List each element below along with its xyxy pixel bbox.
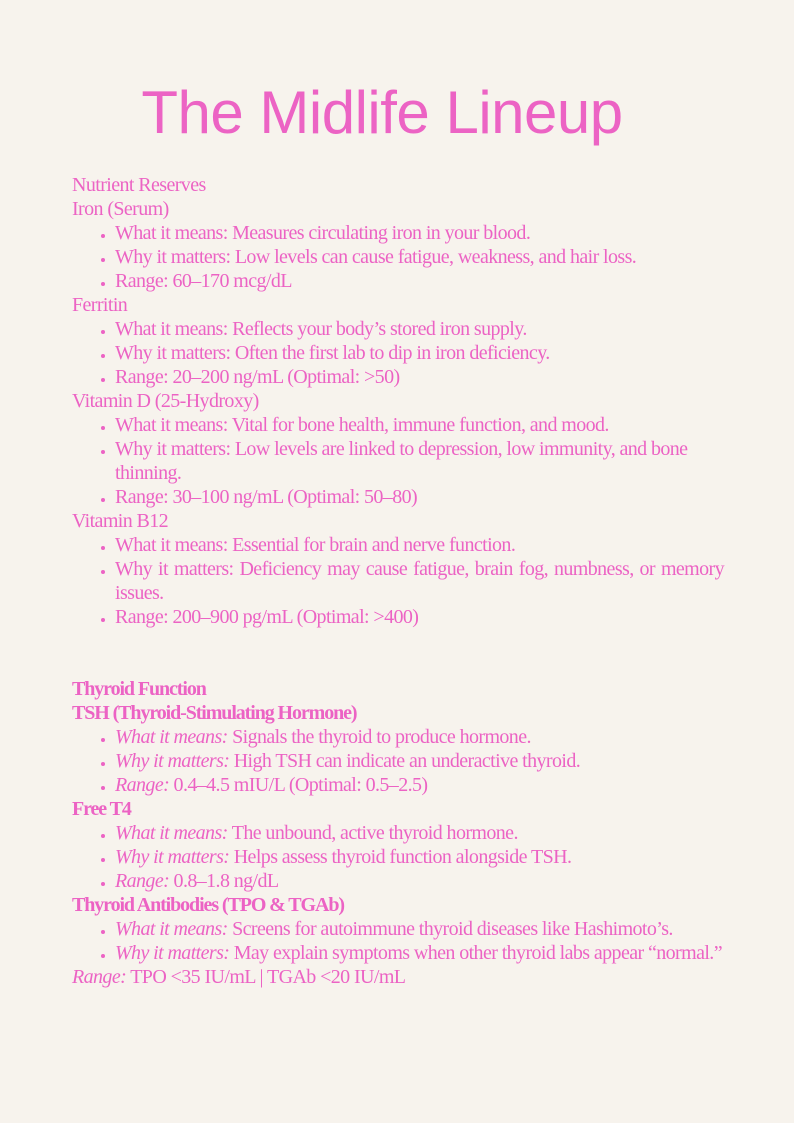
- label-what-it-means: What it means:: [115, 918, 228, 940]
- page-title: The Midlife Lineup: [141, 79, 623, 146]
- list-item: [115, 941, 724, 965]
- list-item: [115, 869, 724, 893]
- label-range: Range:: [115, 870, 170, 892]
- lab-details-tsh: [72, 725, 724, 797]
- lab-name-tsh: TSH (Thyroid-Stimulating Hormone): [72, 702, 357, 724]
- list-item: • Range: 30–100 ng/mL (Optimal: 50–80): [115, 485, 724, 509]
- lab-details-ferritin: [72, 317, 724, 389]
- list-item: [115, 821, 724, 845]
- section-heading: Nutrient Reserves: [72, 174, 206, 196]
- list-item: [115, 773, 724, 797]
- section-spacer: [72, 629, 724, 677]
- item-text: May explain symptoms when other thyroid labs appear “normal.”: [229, 942, 722, 964]
- list-item: • Range: 20–200 ng/mL (Optimal: >50): [115, 365, 724, 389]
- thyroid-section: [72, 677, 724, 989]
- item-text: 0.8–1.8 ng/dL: [169, 870, 279, 892]
- label-what-it-means: What it means:: [115, 726, 228, 748]
- item-text: The unbound, active thyroid hormone.: [227, 822, 518, 844]
- lab-name-free-t4: Free T4: [72, 798, 131, 820]
- item-text: High TSH can indicate an underactive thyroid.: [229, 750, 581, 772]
- item-text: Signals the thyroid to produce hormone.: [227, 726, 531, 748]
- list-item: • Why it matters: Deficiency may cause fatigue, brain fog, numbness, or memory issues.: [115, 557, 724, 605]
- lab-name-vitamin-d: Vitamin D (25-Hydroxy): [72, 390, 259, 412]
- list-item: [115, 917, 724, 941]
- list-item: [115, 845, 724, 869]
- lab-details-iron: [72, 221, 724, 293]
- list-item: • What it means: Reflects your body’s stored iron supply.: [115, 317, 724, 341]
- list-item: • What it means: Essential for brain and nerve function.: [115, 533, 724, 557]
- label-why-it-matters: Why it matters:: [115, 942, 230, 964]
- lab-name-thyroid-antibodies: Thyroid Antibodies (TPO & TGAb): [72, 894, 344, 916]
- label-range: Range:: [72, 966, 127, 988]
- list-item: • Why it matters: Low levels can cause fatigue, weakness, and hair loss.: [115, 245, 724, 269]
- list-item: • Why it matters: Often the first lab to dip in iron deficiency.: [115, 341, 724, 365]
- nutrient-section: [72, 173, 724, 629]
- label-why-it-matters: Why it matters:: [115, 750, 230, 772]
- document-body: [72, 173, 724, 989]
- label-why-it-matters: Why it matters:: [115, 846, 230, 868]
- item-text: Screens for autoimmune thyroid diseases like Hashimoto’s.: [227, 918, 673, 940]
- list-item: • Range: 200–900 pg/mL (Optimal: >400): [115, 605, 724, 629]
- lab-name-vitamin-b12: Vitamin B12: [72, 510, 169, 532]
- lab-details-thyroid-antibodies: [72, 917, 724, 965]
- lab-name-iron: Iron (Serum): [72, 198, 169, 220]
- list-item: • Why it matters: Low levels are linked to depression, low immunity, and bone thinning.: [115, 437, 724, 485]
- lab-details-free-t4: [72, 821, 724, 893]
- antibodies-range-line: [72, 965, 724, 989]
- lab-name-ferritin: Ferritin: [72, 294, 128, 316]
- list-item: [115, 749, 724, 773]
- item-text: TPO <35 IU/mL | TGAb <20 IU/mL: [126, 966, 406, 988]
- item-text: 0.4–4.5 mIU/L (Optimal: 0.5–2.5): [169, 774, 428, 796]
- item-text: Helps assess thyroid function alongside TSH.: [229, 846, 572, 868]
- lab-details-vitamin-d: [72, 413, 724, 509]
- list-item: • What it means: Measures circulating iron in your blood.: [115, 221, 724, 245]
- list-item: • Range: 60–170 mcg/dL: [115, 269, 724, 293]
- section-heading: Thyroid Function: [72, 678, 206, 700]
- label-range: Range:: [115, 774, 170, 796]
- label-what-it-means: What it means:: [115, 822, 228, 844]
- list-item: [115, 725, 724, 749]
- lab-details-vitamin-b12: [72, 533, 724, 629]
- list-item: • What it means: Vital for bone health, immune function, and mood.: [115, 413, 724, 437]
